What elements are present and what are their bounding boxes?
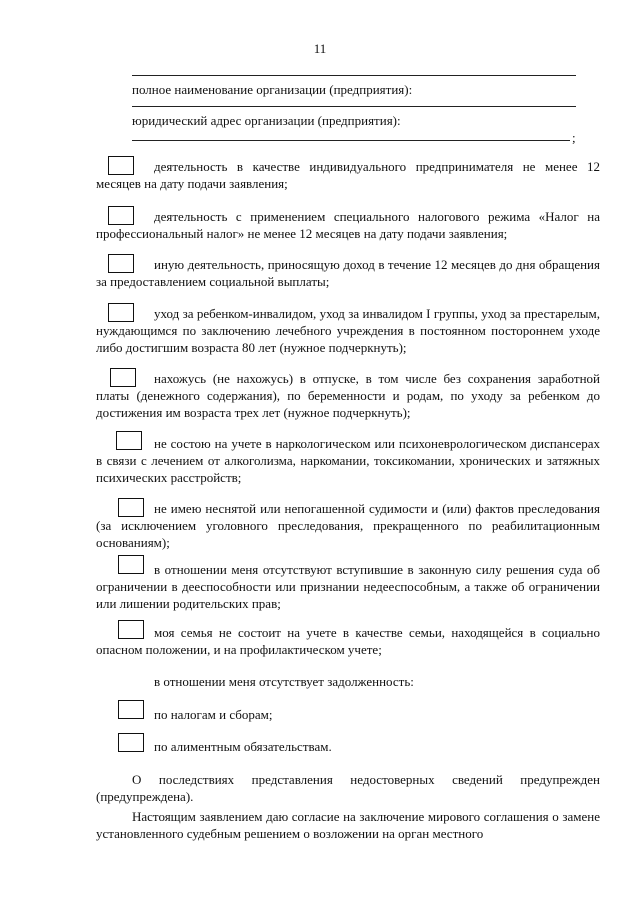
item-family-not-registered — [96, 624, 600, 658]
org-address-line-1[interactable] — [132, 106, 576, 107]
item-caregiving — [96, 305, 600, 356]
item-text: не состою на учете в наркологическом или психоневрологическом диспансерах в связи с лечением от алкоголизма, наркомании, токсикомании, хронических и затяжных психических расстройств; — [96, 436, 600, 485]
org-address-line-2[interactable] — [132, 140, 570, 141]
checkbox-alimony[interactable] — [118, 733, 144, 752]
debt-option-taxes: по налогам и сборам; — [154, 707, 273, 722]
org-name-line[interactable] — [132, 75, 576, 76]
item-leave — [96, 370, 600, 421]
item-professional-tax — [96, 208, 600, 242]
item-text: в отношении меня отсутствуют вступившие в законную силу решения суда об ограничении в дееспособности или признании недееспособным, а также об ограничении или лишении родительских прав; — [96, 562, 600, 611]
item-self-employed — [96, 158, 600, 192]
consent-paragraph: Настоящим заявлением даю согласие на заключение мирового соглашения о замене установленного судебным решением о возложении на орган местного — [96, 809, 600, 841]
item-text: нахожусь (не нахожусь) в отпуске, в том числе без сохранения заработной платы (денежного содержания), по беременности и родам, по уходу за ребенком до достижения им возраста трех лет (нужное подчеркнуть); — [96, 371, 600, 420]
debt-heading: в отношении меня отсутствует задолженность: — [154, 674, 414, 689]
item-not-registered-dispensary — [96, 435, 600, 486]
item-text: моя семья не состоит на учете в качестве семьи, находящейся в социально опасном положении, и на профилактическом учете; — [96, 625, 600, 657]
item-no-criminal-record — [96, 500, 600, 551]
page-number: 11 — [313, 41, 327, 56]
item-text: иную деятельность, приносящую доход в течение 12 месяцев до дня обращения за предоставлением социальной выплаты; — [96, 257, 600, 289]
warning-paragraph: О последствиях представления недостоверных сведений предупрежден (предупреждена). — [96, 772, 600, 804]
checkbox-taxes-fees[interactable] — [118, 700, 144, 719]
org-address-caption: юридический адрес организации (предприятия): — [132, 113, 401, 128]
item-no-court-decisions — [96, 561, 600, 612]
item-text: деятельность в качестве индивидуального предпринимателя не менее 12 месяцев на дату подачи заявления; — [96, 159, 600, 191]
item-other-income — [96, 256, 600, 290]
item-text: не имею неснятой или непогашенной судимости и (или) фактов преследования (за исключением уголовного преследования, прекращенного по реабилитационным основаниям); — [96, 501, 600, 550]
item-text: деятельность с применением специального налогового режима «Налог на профессиональный налог» не менее 12 месяцев на дату подачи заявления; — [96, 209, 600, 241]
debt-option-alimony: по алиментным обязательствам. — [154, 739, 332, 754]
org-name-caption: полное наименование организации (предприятия): — [132, 82, 413, 97]
item-text: уход за ребенком-инвалидом, уход за инвалидом I группы, уход за престарелым, нуждающимся по заключению лечебного учреждения в постоянном постороннем уходе либо достигшим возраста 80 лет (нужное подчеркнуть); — [96, 306, 600, 355]
address-end-mark: ; — [572, 130, 576, 145]
